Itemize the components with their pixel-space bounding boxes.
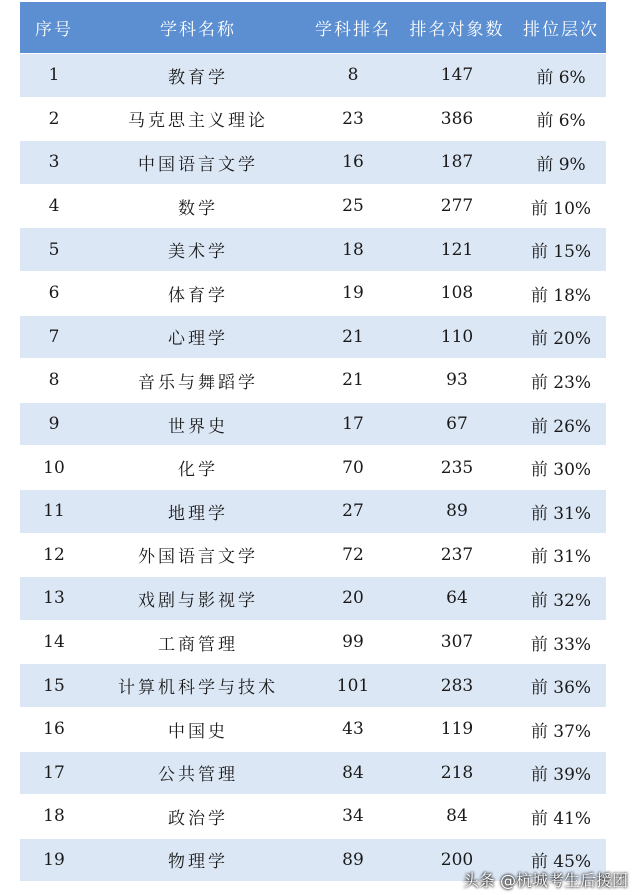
- header-ranked-count: 排名对象数: [409, 20, 505, 40]
- cell-subject-rank: 43: [342, 719, 364, 740]
- cell-index: 12: [43, 544, 65, 565]
- cell-index: 17: [43, 762, 65, 783]
- header-rank-tier: 排位层次: [523, 20, 599, 40]
- table-row: [20, 490, 606, 534]
- cell-rank-tier: 前 39%: [530, 765, 592, 786]
- cell-subject-name: 政治学: [168, 808, 228, 829]
- cell-subject-rank: 84: [342, 762, 364, 783]
- table-row: [20, 403, 606, 447]
- cell-ranked-count: 187: [440, 152, 474, 173]
- cell-rank-tier: 前 33%: [530, 634, 592, 655]
- cell-ranked-count: 200: [440, 849, 474, 870]
- cell-subject-name: 教育学: [168, 67, 228, 88]
- header-index: 序号: [35, 20, 73, 40]
- cell-subject-rank: 8: [347, 65, 359, 86]
- cell-ranked-count: 108: [440, 283, 474, 304]
- cell-subject-rank: 18: [342, 239, 364, 260]
- table-header-row: [20, 2, 606, 54]
- cell-rank-tier: 前 26%: [530, 416, 592, 437]
- cell-subject-name: 音乐与舞蹈学: [138, 372, 258, 393]
- table-row: [20, 272, 606, 316]
- cell-index: 18: [43, 806, 65, 827]
- cell-index: 7: [48, 326, 60, 347]
- table-row: [20, 54, 606, 98]
- cell-subject-rank: 27: [342, 501, 364, 522]
- cell-rank-tier: 前 31%: [530, 547, 592, 568]
- cell-subject-name: 外国语言文学: [138, 547, 258, 568]
- cell-subject-rank: 70: [342, 457, 364, 478]
- cell-index: 9: [48, 414, 60, 435]
- cell-rank-tier: 前 9%: [536, 154, 586, 175]
- table-row: [20, 446, 606, 490]
- cell-ranked-count: 84: [446, 806, 468, 827]
- cell-index: 14: [43, 632, 65, 653]
- table-row: [20, 316, 606, 360]
- cell-subject-name: 公共管理: [158, 765, 238, 786]
- cell-subject-rank: 99: [342, 632, 364, 653]
- cell-subject-name: 心理学: [168, 329, 228, 350]
- cell-subject-rank: 19: [342, 283, 364, 304]
- cell-subject-rank: 21: [342, 326, 364, 347]
- cell-subject-name: 数学: [178, 198, 218, 219]
- cell-index: 16: [43, 719, 65, 740]
- table-row: [20, 708, 606, 752]
- cell-rank-tier: 前 6%: [536, 111, 586, 132]
- cell-rank-tier: 前 36%: [530, 678, 592, 699]
- cell-subject-rank: 25: [342, 196, 364, 217]
- cell-rank-tier: 前 23%: [530, 372, 592, 393]
- cell-ranked-count: 307: [440, 632, 474, 653]
- cell-ranked-count: 386: [440, 108, 474, 129]
- cell-rank-tier: 前 31%: [530, 503, 592, 524]
- cell-ranked-count: 218: [440, 762, 474, 783]
- cell-subject-rank: 89: [342, 849, 364, 870]
- cell-subject-name: 物理学: [168, 852, 228, 873]
- header-subject-rank: 学科排名: [315, 20, 391, 40]
- cell-ranked-count: 67: [446, 414, 468, 435]
- cell-subject-rank: 101: [336, 675, 370, 696]
- cell-index: 19: [43, 849, 65, 870]
- cell-subject-name: 美术学: [168, 242, 228, 263]
- cell-index: 13: [43, 588, 65, 609]
- cell-index: 15: [43, 675, 65, 696]
- cell-subject-name: 地理学: [168, 503, 228, 524]
- table-row: [20, 228, 606, 272]
- cell-index: 1: [48, 65, 60, 86]
- cell-rank-tier: 前 45%: [530, 852, 592, 873]
- cell-rank-tier: 前 6%: [536, 67, 586, 88]
- table-row: [20, 359, 606, 403]
- cell-index: 3: [48, 152, 60, 173]
- cell-subject-name: 戏剧与影视学: [138, 590, 258, 611]
- cell-ranked-count: 121: [440, 239, 474, 260]
- header-subject-name: 学科名称: [160, 20, 236, 40]
- cell-index: 11: [43, 501, 65, 522]
- table-row: [20, 577, 606, 621]
- cell-subject-name: 世界史: [168, 416, 228, 437]
- cell-subject-rank: 72: [342, 544, 364, 565]
- cell-ranked-count: 64: [446, 588, 468, 609]
- cell-subject-name: 中国史: [168, 721, 228, 742]
- cell-index: 2: [48, 108, 60, 129]
- cell-subject-rank: 17: [342, 414, 364, 435]
- table-row: [20, 98, 606, 142]
- cell-ranked-count: 235: [440, 457, 474, 478]
- cell-subject-name: 马克思主义理论: [128, 111, 268, 132]
- cell-rank-tier: 前 18%: [530, 285, 592, 306]
- cell-subject-name: 化学: [178, 460, 218, 481]
- table-row: [20, 185, 606, 229]
- cell-rank-tier: 前 41%: [530, 808, 592, 829]
- cell-subject-name: 工商管理: [158, 634, 238, 655]
- cell-ranked-count: 283: [440, 675, 474, 696]
- cell-rank-tier: 前 15%: [530, 242, 592, 263]
- cell-subject-rank: 34: [342, 806, 364, 827]
- cell-rank-tier: 前 20%: [530, 329, 592, 350]
- cell-index: 8: [48, 370, 60, 391]
- table-body: [20, 54, 606, 882]
- watermark: 头条 @杭城考生后援团: [462, 871, 628, 890]
- cell-ranked-count: 147: [440, 65, 474, 86]
- cell-rank-tier: 前 37%: [530, 721, 592, 742]
- table-row: [20, 621, 606, 665]
- cell-rank-tier: 前 10%: [530, 198, 592, 219]
- table-row: [20, 534, 606, 578]
- cell-ranked-count: 237: [440, 544, 474, 565]
- cell-index: 5: [48, 239, 60, 260]
- cell-subject-name: 中国语言文学: [138, 154, 258, 175]
- cell-subject-rank: 21: [342, 370, 364, 391]
- cell-ranked-count: 93: [446, 370, 468, 391]
- cell-index: 10: [43, 457, 65, 478]
- table-row: [20, 752, 606, 796]
- table-row: [20, 795, 606, 839]
- cell-ranked-count: 110: [440, 326, 474, 347]
- cell-ranked-count: 119: [440, 719, 474, 740]
- cell-index: 4: [48, 196, 60, 217]
- cell-rank-tier: 前 30%: [530, 460, 592, 481]
- cell-ranked-count: 89: [446, 501, 468, 522]
- table-row: [20, 664, 606, 708]
- cell-ranked-count: 277: [440, 196, 474, 217]
- cell-subject-rank: 16: [342, 152, 364, 173]
- cell-index: 6: [48, 283, 60, 304]
- cell-subject-name: 计算机科学与技术: [118, 678, 278, 699]
- cell-subject-rank: 20: [342, 588, 364, 609]
- cell-rank-tier: 前 32%: [530, 590, 592, 611]
- cell-subject-name: 体育学: [168, 285, 228, 306]
- ranking-table: [20, 2, 606, 882]
- table-row: [20, 141, 606, 185]
- cell-subject-rank: 23: [342, 108, 364, 129]
